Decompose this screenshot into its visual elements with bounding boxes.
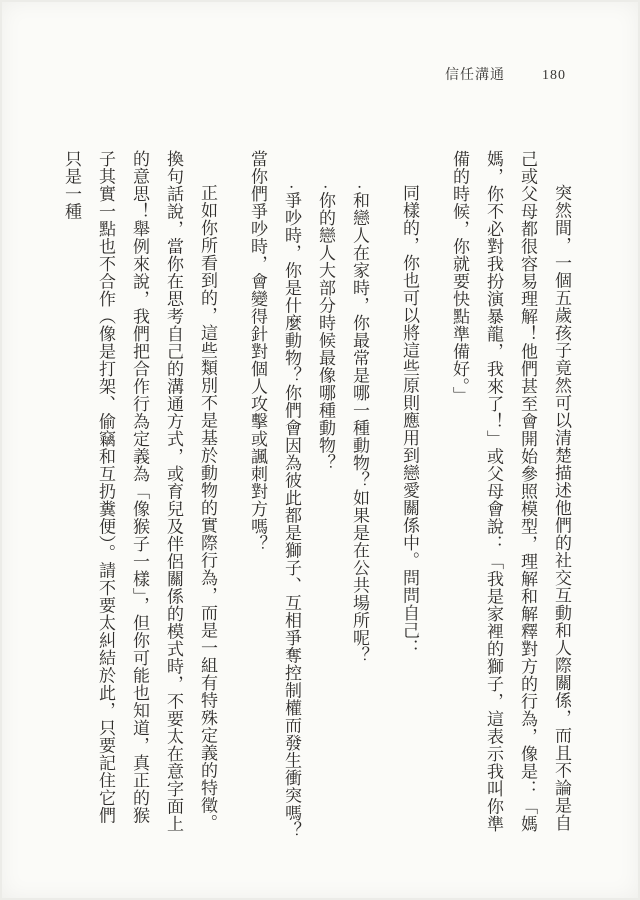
- paragraph-sudden-understanding: 突然間，一個五歲孩子竟然可以清楚描述他們的社交互動和人際關係，而且不論是自己或父母都很容易理解！他們甚至會開始參照模型，理解和解釋對方的行為，像是：「媽媽，你不必對我扮演暴龍，我來了！」或父母會說：「我是家裡的獅子，這表示我叫你準備的時候，你就要快點準備好。」: [450, 150, 571, 833]
- bullet-item-quarrel-animal: [240, 150, 308, 840]
- vertical-text-block: [54, 150, 578, 840]
- page-header: [445, 64, 566, 84]
- bullet-text: 爭吵時，你是什麼動物？你們會因為彼此都是獅子、互相爭奪控制權而發生衝突嗎？當你們爭吵時，會變得針對個人攻擊或諷刺對方嗎？: [248, 150, 301, 840]
- bullet-item-partner-animal: [308, 150, 342, 840]
- bullet-dot-icon: ·: [282, 184, 301, 192]
- paragraph-categories-definition: 正如你所看到的，這些類別不是基於動物的實際行為，而是一組有特殊定義的特徵。換句話說，當你在思考自己的溝通方式，或育兒及伴侶關係的模式時，不要太在意字面上的意思！舉例來說，我們把合作行為定義為「像猴子一樣」，但你可能也知道，真正的猴子其實一點也不合作（像是打架、偷竊和互扔糞便）。請不要太糾結於此，只要記住它們只是一種: [62, 150, 217, 833]
- paragraph-apply-to-romance: 同樣的，你也可以將這些原則應用到戀愛關係中。問問自己：: [400, 184, 419, 657]
- bullet-dot-icon: ·: [350, 184, 369, 192]
- bullet-item-partner-at-home: [342, 150, 376, 840]
- bullet-text: 你的戀人大部分時候最像哪種動物？: [316, 191, 335, 472]
- bullet-dot-icon: ·: [316, 184, 335, 192]
- bullet-text: 和戀人在家時，你最常是哪一種動物？如果是在公共場所呢？: [350, 191, 369, 665]
- page-number: 180: [542, 68, 566, 83]
- running-title: 信任溝通: [445, 68, 505, 83]
